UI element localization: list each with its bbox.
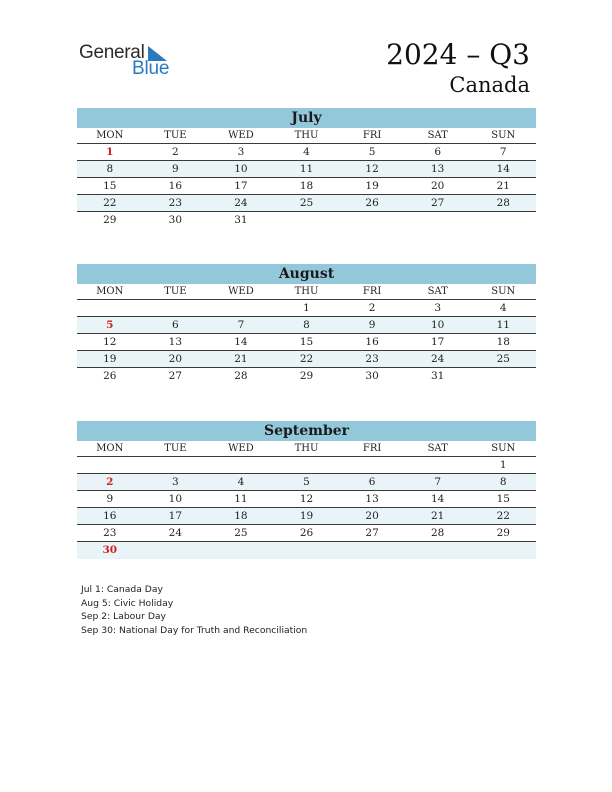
date-cell: 7 xyxy=(237,319,245,331)
date-cell: 14 xyxy=(496,163,510,175)
date-cell: 18 xyxy=(234,510,248,522)
holiday-date-cell: 30 xyxy=(102,544,118,556)
holiday-note: Aug 5: Civic Holiday xyxy=(81,597,174,609)
date-cell: 8 xyxy=(303,319,310,331)
date-cell: 19 xyxy=(299,510,314,522)
country-subtitle: Canada xyxy=(449,73,530,97)
date-cell: 26 xyxy=(103,370,117,382)
date-cell: 20 xyxy=(430,180,445,192)
empty-date-cell xyxy=(405,457,471,473)
date-cell: 3 xyxy=(172,476,179,488)
date-cell: 12 xyxy=(103,336,117,348)
empty-date-cell xyxy=(470,368,536,385)
date-cell: 5 xyxy=(368,146,376,158)
date-cell: 13 xyxy=(365,493,379,505)
week-row xyxy=(77,178,536,195)
date-cell: 30 xyxy=(168,214,183,226)
date-cell: 2 xyxy=(172,146,179,158)
date-cell: 8 xyxy=(106,163,114,175)
empty-date-cell xyxy=(143,457,209,473)
date-cell: 20 xyxy=(365,510,379,522)
date-cell: 18 xyxy=(299,180,314,192)
date-cell: 9 xyxy=(106,493,114,505)
date-cell: 15 xyxy=(299,336,314,348)
date-cell: 29 xyxy=(103,214,117,226)
date-cell: 16 xyxy=(168,180,183,192)
month-august xyxy=(77,264,536,385)
date-cell: 17 xyxy=(168,510,183,522)
weekday-label: FRI xyxy=(362,130,382,141)
month-september xyxy=(77,421,536,559)
weekday-label: THU xyxy=(294,443,319,454)
week-row xyxy=(77,368,536,385)
empty-date-cell xyxy=(339,457,405,473)
weekday-label: MON xyxy=(96,286,124,297)
date-cell: 15 xyxy=(103,180,117,192)
date-cell: 3 xyxy=(434,302,442,314)
week-row xyxy=(77,491,536,508)
weekday-label: FRI xyxy=(362,286,382,297)
date-cell: 25 xyxy=(234,527,248,539)
month-july xyxy=(77,108,536,229)
week-row xyxy=(77,300,536,317)
date-cell: 13 xyxy=(430,163,445,175)
week-row xyxy=(77,161,536,178)
date-cell: 16 xyxy=(103,510,117,522)
weekday-label: WED xyxy=(228,443,254,454)
date-cell: 11 xyxy=(299,163,314,175)
week-row xyxy=(77,144,536,161)
date-cell: 28 xyxy=(496,197,510,209)
empty-date-cell xyxy=(143,300,209,316)
holiday-date-cell: 2 xyxy=(106,476,114,488)
date-cell: 31 xyxy=(234,214,248,226)
holiday-date-cell: 5 xyxy=(106,319,114,331)
date-cell: 25 xyxy=(496,353,510,365)
date-cell: 12 xyxy=(365,163,379,175)
date-cell: 17 xyxy=(430,336,445,348)
weekday-label: THU xyxy=(294,286,319,297)
empty-date-cell xyxy=(470,542,536,559)
holiday-notes xyxy=(81,583,307,637)
date-cell: 24 xyxy=(430,353,445,365)
date-cell: 1 xyxy=(303,302,310,314)
weekday-header-row xyxy=(77,284,536,300)
date-cell: 19 xyxy=(365,180,379,192)
date-cell: 4 xyxy=(499,302,507,314)
date-cell: 23 xyxy=(168,197,183,209)
weekday-label: SAT xyxy=(427,130,448,141)
date-cell: 27 xyxy=(365,527,379,539)
weekday-label: TUE xyxy=(164,286,187,297)
date-cell: 28 xyxy=(430,527,445,539)
week-row xyxy=(77,457,536,474)
date-cell: 1 xyxy=(499,459,507,471)
empty-date-cell xyxy=(274,457,340,473)
month-header: August xyxy=(77,264,536,284)
date-cell: 22 xyxy=(103,197,117,209)
date-cell: 9 xyxy=(368,319,376,331)
date-cell: 16 xyxy=(365,336,379,348)
date-cell: 14 xyxy=(234,336,248,348)
date-cell: 23 xyxy=(365,353,379,365)
page-title: 2024 – Q3 xyxy=(386,38,530,71)
date-cell: 4 xyxy=(303,146,310,158)
date-cell: 31 xyxy=(430,370,445,382)
date-cell: 10 xyxy=(234,163,248,175)
holiday-note: Sep 2: Labour Day xyxy=(81,611,166,623)
weekday-header-row xyxy=(77,128,536,144)
weekday-label: SUN xyxy=(491,130,516,141)
weekday-label: WED xyxy=(228,130,254,141)
date-cell: 28 xyxy=(234,370,248,382)
date-cell: 10 xyxy=(430,319,445,331)
week-row xyxy=(77,195,536,212)
empty-date-cell xyxy=(208,542,274,559)
holiday-note: Sep 30: National Day for Truth and Reconciliation xyxy=(81,624,308,636)
date-cell: 7 xyxy=(434,476,442,488)
weekday-label: THU xyxy=(294,130,319,141)
date-cell: 9 xyxy=(172,163,179,175)
week-row xyxy=(77,474,536,491)
date-cell: 11 xyxy=(496,319,510,331)
date-cell: 21 xyxy=(234,353,248,365)
date-cell: 8 xyxy=(499,476,507,488)
date-cell: 29 xyxy=(496,527,510,539)
logo-general-text: General xyxy=(79,42,145,63)
date-cell: 4 xyxy=(237,476,245,488)
date-cell: 29 xyxy=(299,370,314,382)
empty-date-cell xyxy=(470,212,536,229)
week-row xyxy=(77,508,536,525)
date-cell: 18 xyxy=(496,336,510,348)
date-cell: 22 xyxy=(496,510,510,522)
week-row xyxy=(77,542,536,559)
date-cell: 6 xyxy=(368,476,376,488)
week-row xyxy=(77,525,536,542)
date-cell: 21 xyxy=(496,180,510,192)
weekday-label: SUN xyxy=(491,443,516,454)
week-row xyxy=(77,212,536,229)
date-cell: 10 xyxy=(168,493,183,505)
weekday-label: FRI xyxy=(362,443,382,454)
date-cell: 6 xyxy=(172,319,179,331)
date-cell: 19 xyxy=(103,353,117,365)
date-cell: 22 xyxy=(299,353,314,365)
date-cell: 26 xyxy=(299,527,314,539)
date-cell: 15 xyxy=(496,493,510,505)
date-cell: 24 xyxy=(168,527,183,539)
weekday-label: SUN xyxy=(491,286,516,297)
date-cell: 11 xyxy=(234,493,248,505)
date-cell: 17 xyxy=(234,180,248,192)
empty-date-cell xyxy=(405,542,471,559)
empty-date-cell xyxy=(208,457,274,473)
weekday-label: MON xyxy=(96,130,124,141)
generalblue-logo xyxy=(79,42,179,82)
empty-date-cell xyxy=(274,212,340,229)
date-cell: 3 xyxy=(237,146,245,158)
weekday-label: SAT xyxy=(427,286,448,297)
holiday-note: Jul 1: Canada Day xyxy=(81,584,163,595)
date-cell: 2 xyxy=(368,302,376,314)
date-cell: 5 xyxy=(303,476,310,488)
empty-date-cell xyxy=(339,212,405,229)
date-cell: 25 xyxy=(299,197,314,209)
holiday-date-cell: 1 xyxy=(106,146,114,158)
empty-date-cell xyxy=(274,542,340,559)
logo-blue-text: Blue xyxy=(132,58,170,79)
weekday-label: TUE xyxy=(164,443,187,454)
empty-date-cell xyxy=(339,542,405,559)
date-cell: 23 xyxy=(103,527,117,539)
date-cell: 21 xyxy=(430,510,445,522)
empty-date-cell xyxy=(77,300,143,316)
weekday-label: TUE xyxy=(164,130,187,141)
weekday-label: MON xyxy=(96,443,124,454)
month-header: July xyxy=(77,108,536,128)
date-cell: 20 xyxy=(168,353,183,365)
empty-date-cell xyxy=(77,457,143,473)
week-row xyxy=(77,317,536,334)
date-cell: 30 xyxy=(365,370,379,382)
date-cell: 24 xyxy=(234,197,248,209)
date-cell: 13 xyxy=(168,336,183,348)
date-cell: 27 xyxy=(430,197,445,209)
empty-date-cell xyxy=(208,300,274,316)
month-header: September xyxy=(77,421,536,441)
date-cell: 26 xyxy=(365,197,379,209)
weekday-label: SAT xyxy=(427,443,448,454)
empty-date-cell xyxy=(143,542,209,559)
date-cell: 7 xyxy=(499,146,507,158)
week-row xyxy=(77,351,536,368)
week-row xyxy=(77,334,536,351)
weekday-label: WED xyxy=(228,286,254,297)
date-cell: 12 xyxy=(299,493,314,505)
weekday-header-row xyxy=(77,441,536,457)
empty-date-cell xyxy=(405,212,471,229)
date-cell: 6 xyxy=(434,146,442,158)
date-cell: 14 xyxy=(430,493,445,505)
date-cell: 27 xyxy=(168,370,183,382)
